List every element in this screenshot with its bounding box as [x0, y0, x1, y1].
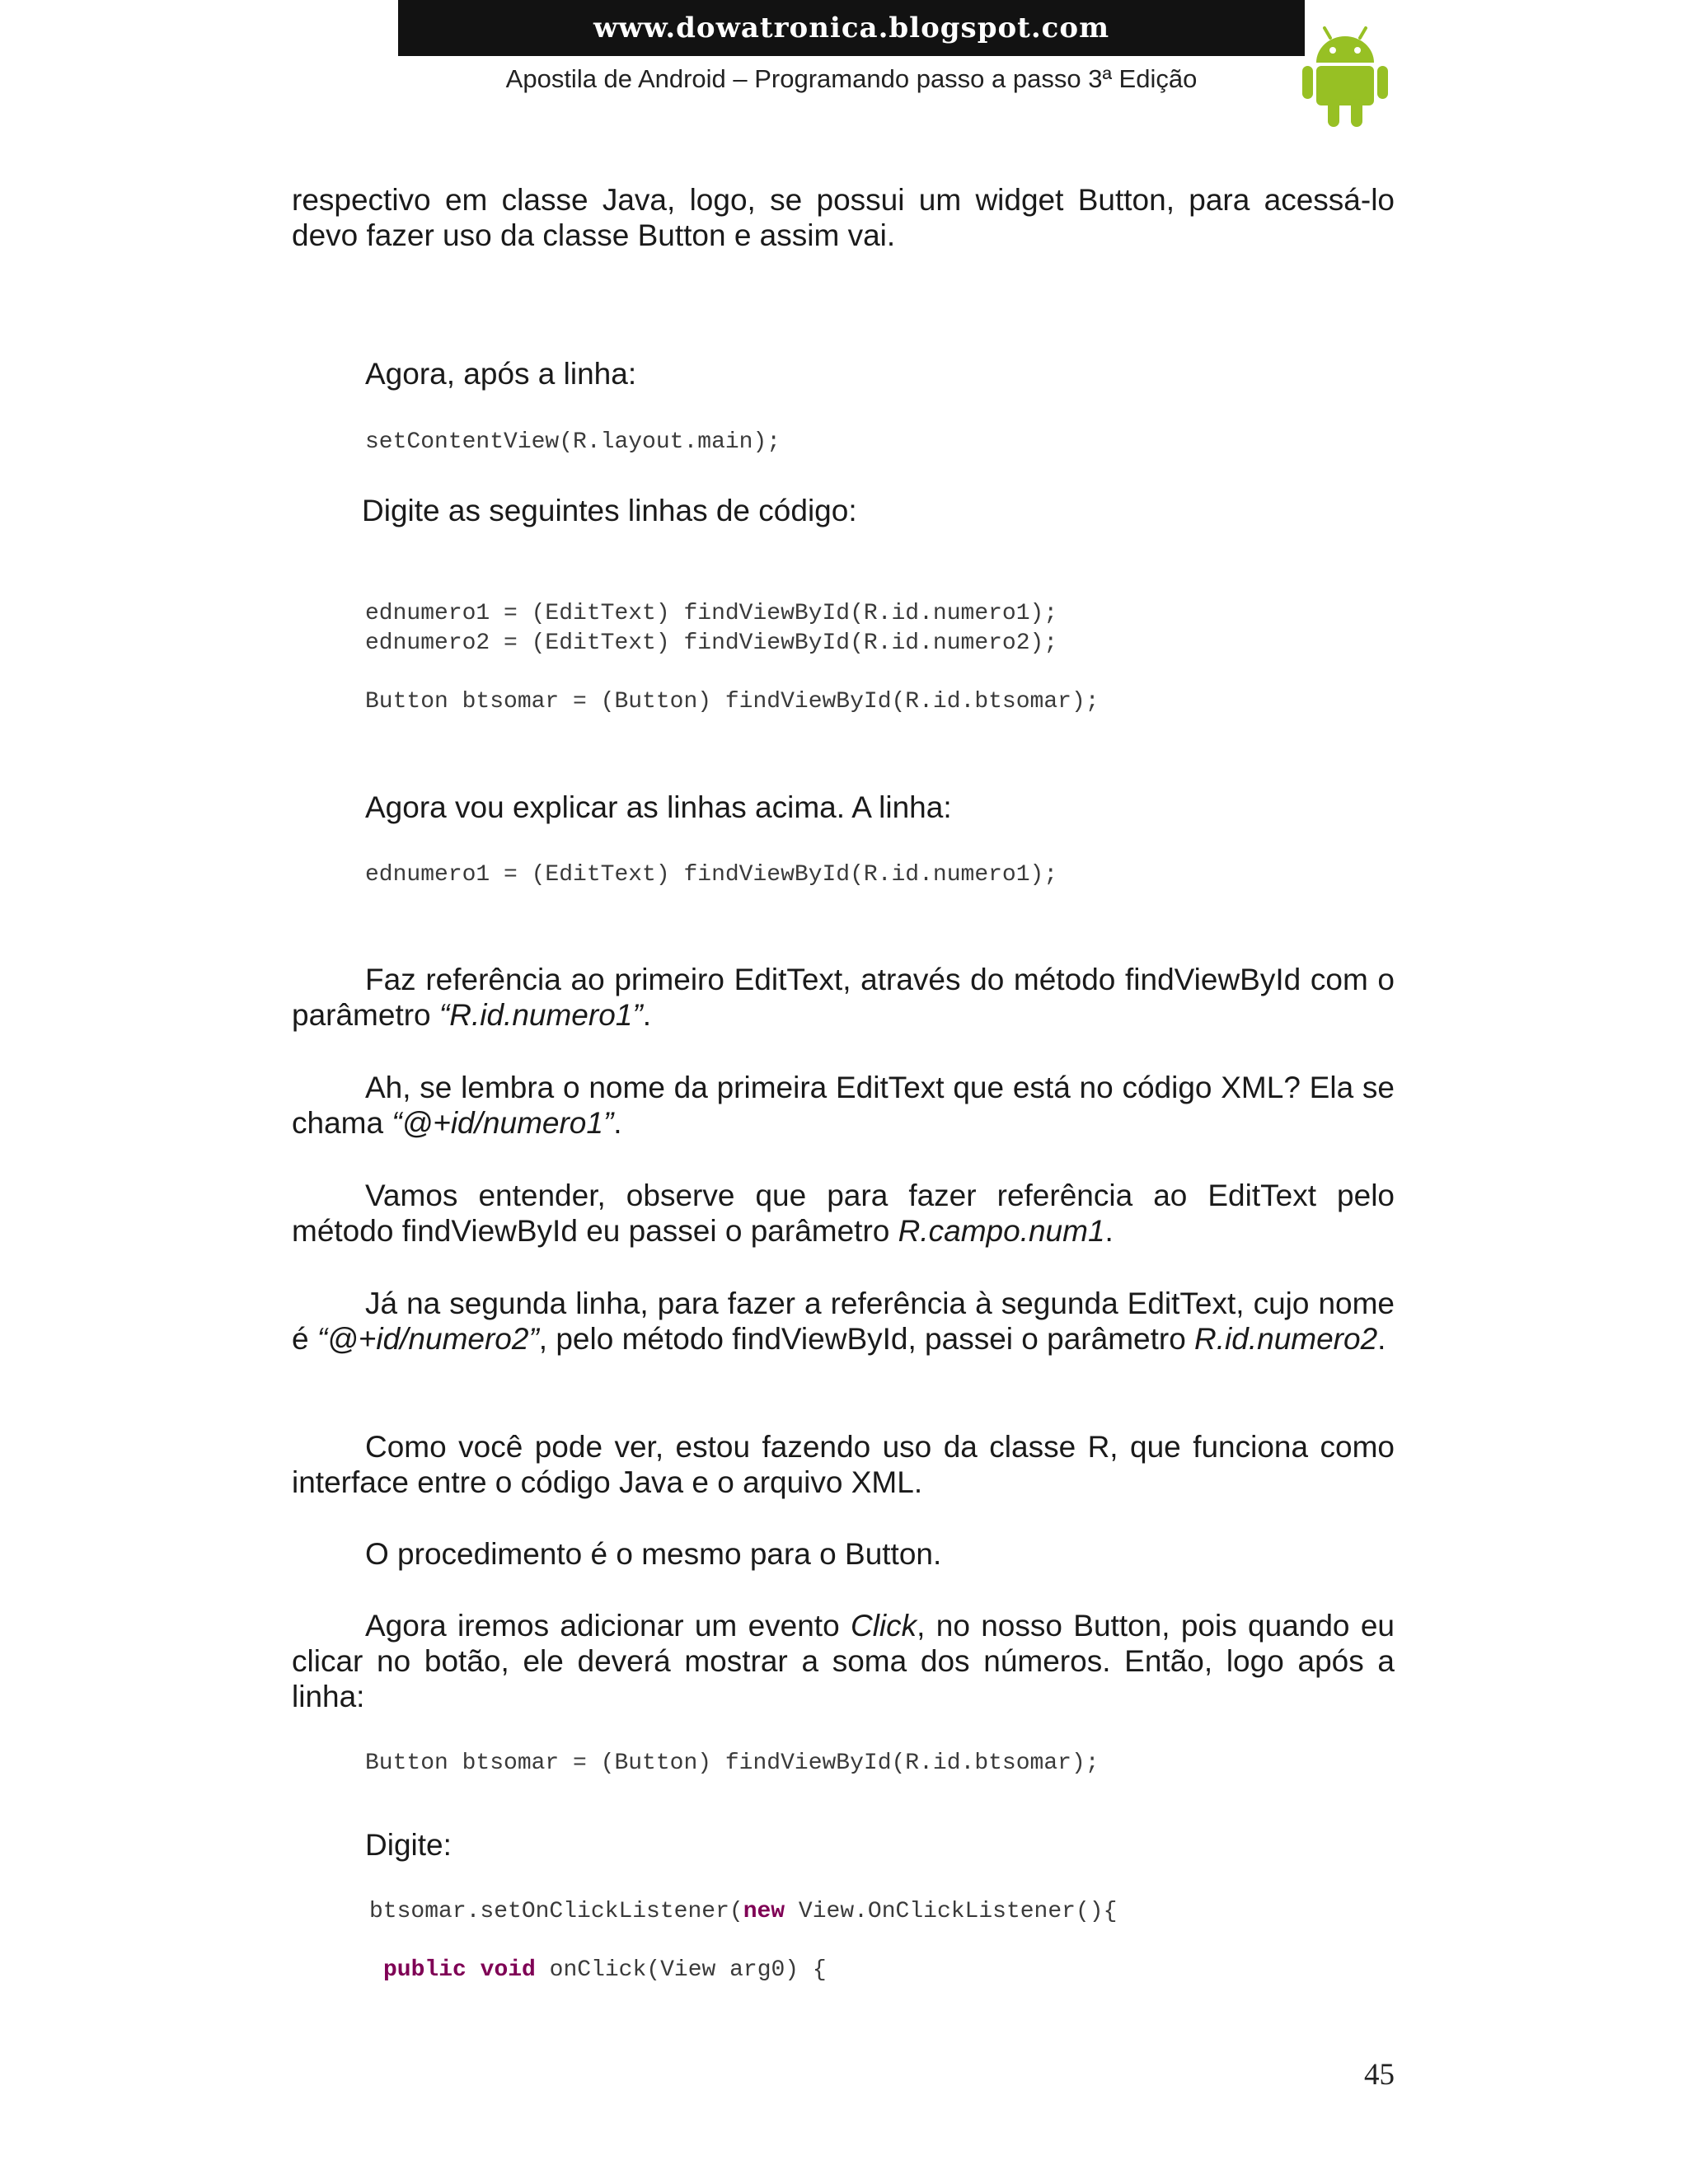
paragraph-reference-edittext: Faz referência ao primeiro EditText, através do método findViewById com o parâmetro “R.id.numero1”. — [292, 963, 1395, 1032]
paragraph-type-lines: Digite as seguintes linhas de código: — [362, 494, 857, 527]
paragraph-parameter-explanation: Vamos entender, observe que para fazer referência ao EditText pelo método findViewById eu passei o parâmetro R.campo.num1. — [292, 1179, 1395, 1248]
paragraph-after-line: Agora, após a linha: — [365, 357, 637, 391]
document-header-title: Apostila de Android – Programando passo a passo 3ª Edição — [505, 64, 1198, 93]
paragraph-class-r: Como você pode ver, estou fazendo uso da classe R, que funciona como interface entre o código Java e o arquivo XML. — [292, 1430, 1395, 1499]
paragraph-second-line: Já na segunda linha, para fazer a referência à segunda EditText, cujo nome é “@+id/numero2”, pelo método findViewById, passei o parâmetro R.id.numero2. — [292, 1286, 1395, 1356]
paragraph-explain-lines: Agora vou explicar as linhas acima. A linha: — [365, 790, 952, 824]
code-ednumero1-line: ednumero1 = (EditText) findViewById(R.id.numero1); — [365, 601, 1058, 626]
code-button-btsomar-repeat: Button btsomar = (Button) findViewById(R.id.btsomar); — [365, 1750, 1100, 1776]
page-number: 45 — [1364, 2058, 1395, 2092]
paragraph-intro: respectivo em classe Java, logo, se possui um widget Button, para acessá-lo devo fazer uso da classe Button e assim vai. — [292, 183, 1395, 252]
paragraph-xml-name: Ah, se lembra o nome da primeira EditText que está no código XML? Ela se chama “@+id/numero1”. — [292, 1071, 1395, 1140]
banner-url-text: www.dowatronica.blogspot.com — [593, 12, 1110, 45]
paragraph-click-event: Agora iremos adicionar um evento Click, no nosso Button, pois quando eu clicar no botão, ele deverá mostrar a soma dos números. Então, logo após a linha: — [292, 1609, 1395, 1713]
android-logo-icon — [1302, 25, 1388, 129]
code-set-content-view: setContentView(R.layout.main); — [365, 429, 781, 455]
code-ednumero1-repeat: ednumero1 = (EditText) findViewById(R.id.numero1); — [365, 862, 1058, 888]
site-banner — [398, 0, 1305, 56]
code-set-on-click-listener: btsomar.setOnClickListener(new View.OnClickListener(){ — [369, 1899, 1118, 1924]
paragraph-same-for-button: O procedimento é o mesmo para o Button. — [365, 1537, 942, 1571]
code-on-click-method: public void onClick(View arg0) { — [383, 1957, 827, 1983]
paragraph-type: Digite: — [365, 1828, 452, 1862]
code-button-btsomar-line: Button btsomar = (Button) findViewById(R.id.btsomar); — [365, 689, 1100, 715]
code-ednumero2-line: ednumero2 = (EditText) findViewById(R.id.numero2); — [365, 630, 1058, 656]
